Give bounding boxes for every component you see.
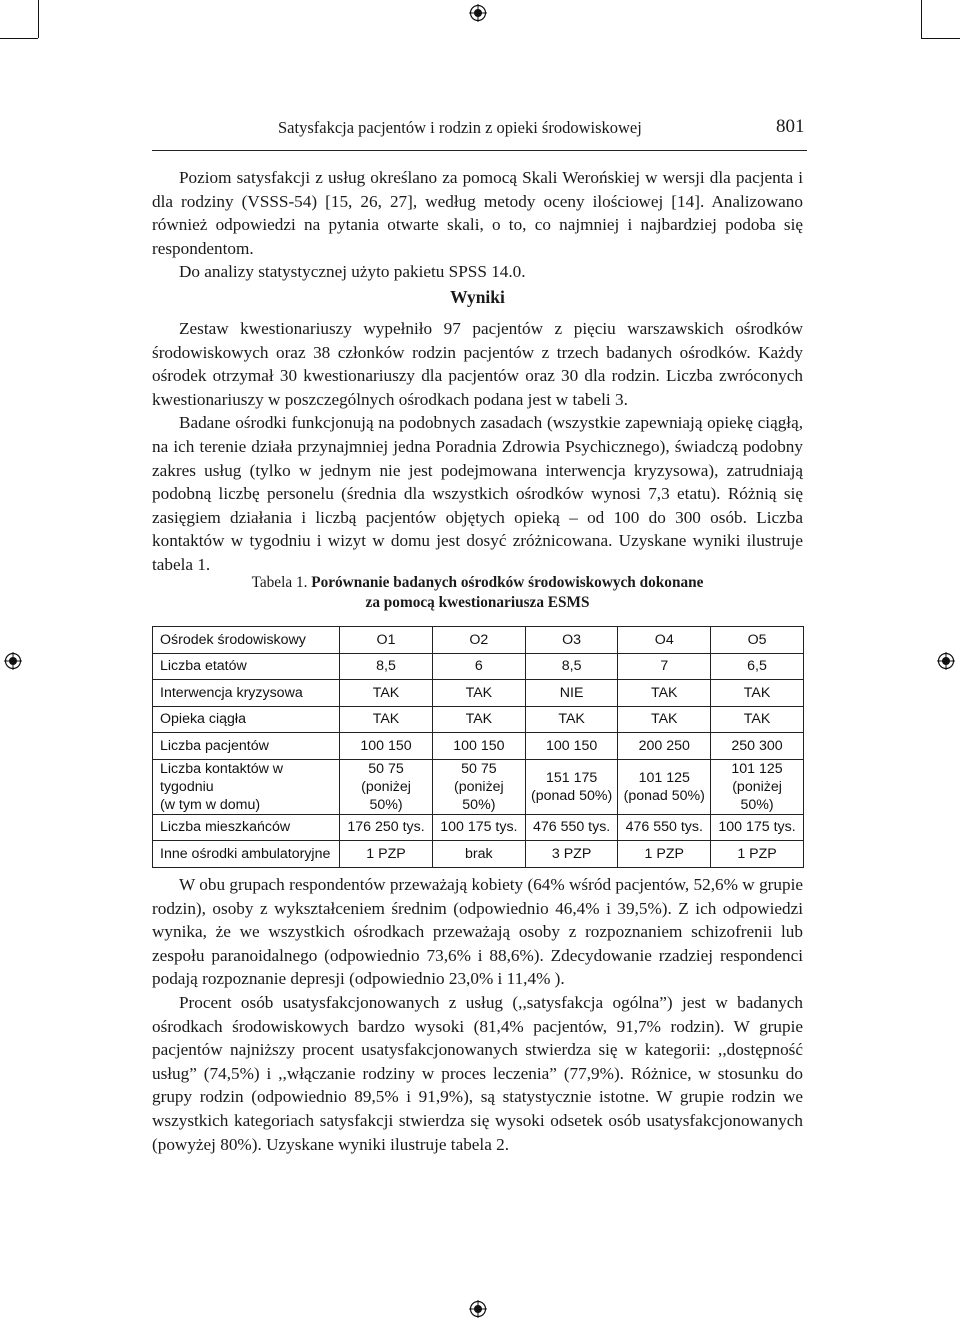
table-cell: 200 250 bbox=[618, 733, 711, 760]
table-cell: brak bbox=[432, 841, 525, 868]
table-cell: 3 PZP bbox=[525, 841, 618, 868]
table-cell: 6 bbox=[432, 653, 525, 680]
cell-line: 50 75 bbox=[461, 760, 497, 777]
intro-paragraph: Do analizy statystycznej użyto pakietu SPSS 14.0. bbox=[179, 262, 526, 282]
table-row bbox=[153, 841, 804, 868]
table-cell: O3 bbox=[525, 627, 618, 654]
table-row bbox=[153, 733, 804, 760]
results-paragraph: Badane ośrodki funkcjonują na podobnych zasadach (wszystkie zapewniają opiekę ciągłą, na ich terenie działa przynajmniej jedna Poradnia Zdrowia Psychicznego), świadczą podobny zakres usług (tylko w jednym nie jest podejmowana interwencja kryzysowa), zatrudniają podobną liczbę personelu (średnia dla wszystkich ośrodków wynosi 7,3 etatu). Różnią się zasięgiem działania i liczbą pacjentów objętych opieką – od 100 do 300 osób. Liczba kontaktów w tygodniu i wizyt w domu jest dosyć zróżnicowana. Uzyskane wyniki ilustruje tabela 1. bbox=[152, 413, 803, 574]
table-cell: 100 175 tys. bbox=[711, 814, 804, 841]
row-label: Ośrodek środowiskowy bbox=[153, 627, 340, 654]
body-paragraph: Procent osób usatysfakcjonowanych z usług (,,satysfakcja ogólna”) jest w badanych ośrodkach środowiskowych bardzo wysoki (81,4% pacjentów, 91,7% rodzin). W grupie pacjentów najniższy procent usatysfakcjonowanych stwierdza się w kategorii: ,,dostępność usług” (74,5%) i ,,włączanie rodziny w proces leczenia” (77,9%). Różnice, w stosunku do grupy rodzin (odpowiednio 89,5% i 91,9%), są statystycznie istotne. W grupie rodzin we wszystkich kategoriach satysfakcji stwierdza się wysoki odsetek osób usatysfakcjonowanych (powyżej 80%). Uzyskane wyniki ilustruje tabela 2. bbox=[152, 992, 803, 1154]
table-cell: O4 bbox=[618, 627, 711, 654]
table-cell: TAK bbox=[525, 706, 618, 733]
table-cell: O5 bbox=[711, 627, 804, 654]
table-row bbox=[153, 759, 804, 814]
table-cell: TAK bbox=[432, 680, 525, 707]
header-divider bbox=[152, 150, 807, 151]
table-caption-prefix: Tabela 1. bbox=[251, 574, 308, 591]
cell-line: (ponad 50%) bbox=[530, 787, 613, 804]
table-cell bbox=[525, 759, 618, 814]
table-cell: 8,5 bbox=[525, 653, 618, 680]
discussion-section bbox=[152, 873, 803, 1156]
table-caption-title: za pomocą kwestionariusza ESMS bbox=[365, 594, 590, 611]
cell-line: 101 125 bbox=[731, 760, 783, 777]
table-cell: 1 PZP bbox=[340, 841, 433, 868]
table-row bbox=[153, 653, 804, 680]
table-cell: 1 PZP bbox=[711, 841, 804, 868]
table-cell bbox=[618, 759, 711, 814]
table-cell: TAK bbox=[618, 706, 711, 733]
crop-mark-top-left bbox=[38, 0, 39, 38]
cell-line: 50 75 bbox=[368, 760, 404, 777]
table-cell: 6,5 bbox=[711, 653, 804, 680]
cell-line: (poniżej 50%) bbox=[361, 778, 411, 813]
table-caption-title: Porównanie badanych ośrodków środowiskowych dokonane bbox=[311, 574, 704, 591]
table-row bbox=[153, 814, 804, 841]
table-cell: 476 550 tys. bbox=[618, 814, 711, 841]
cell-line: 101 125 bbox=[638, 769, 690, 786]
row-label-line: Liczba kontaktów w tygodniu bbox=[160, 760, 284, 795]
table-row bbox=[153, 680, 804, 707]
table-cell: TAK bbox=[711, 706, 804, 733]
row-label: Liczba mieszkańców bbox=[153, 814, 340, 841]
crop-mark-top-left-h bbox=[0, 38, 38, 39]
registration-mark-icon bbox=[469, 1300, 487, 1318]
table-cell: TAK bbox=[340, 706, 433, 733]
results-paragraph: Zestaw kwestionariuszy wypełniło 97 pacjentów z pięciu warszawskich ośrodków środowiskowych oraz 38 członków rodzin pacjentów z trzech badanych ośrodków. Każdy ośrodek otrzymał 30 kwestionariuszy dla pacjentów oraz 30 dla rodzin. Liczba zwróconych kwestionariuszy w poszczególnych ośrodkach podana jest w tabeli 3. bbox=[152, 319, 803, 409]
cell-line: (poniżej 50%) bbox=[454, 778, 504, 813]
table-cell: 100 175 tys. bbox=[432, 814, 525, 841]
table-cell: 7 bbox=[618, 653, 711, 680]
table-cell: 100 150 bbox=[340, 733, 433, 760]
table-cell: 1 PZP bbox=[618, 841, 711, 868]
table-cell: 100 150 bbox=[432, 733, 525, 760]
table-cell: TAK bbox=[711, 680, 804, 707]
registration-mark-icon bbox=[469, 4, 487, 22]
row-label-line: (w tym w domu) bbox=[160, 796, 261, 813]
table-cell: TAK bbox=[340, 680, 433, 707]
esms-table bbox=[152, 626, 804, 868]
crop-mark-top-right-h bbox=[921, 38, 960, 39]
intro-section bbox=[152, 166, 803, 284]
running-title: Satysfakcja pacjentów i rodzin z opieki środowiskowej bbox=[278, 118, 642, 137]
table-cell: TAK bbox=[618, 680, 711, 707]
row-label: Opieka ciągła bbox=[153, 706, 340, 733]
table-cell: O2 bbox=[432, 627, 525, 654]
table-cell: 8,5 bbox=[340, 653, 433, 680]
results-section bbox=[152, 317, 803, 577]
row-label: Liczba pacjentów bbox=[153, 733, 340, 760]
table-cell bbox=[432, 759, 525, 814]
row-label: Liczba etatów bbox=[153, 653, 340, 680]
intro-paragraph: Poziom satysfakcji z usług określano za pomocą Skali Werońskiej w wersji dla pacjenta i dla rodziny (VSSS-54) [15, 26, 27], według metody oceny ilościowej [14]. Analizowano również odpowiedzi na pytania otwarte skali, o to, co najmniej i najbardziej podoba się respondentom. bbox=[152, 168, 803, 258]
table-cell: TAK bbox=[432, 706, 525, 733]
table-cell: 176 250 tys. bbox=[340, 814, 433, 841]
table-row bbox=[153, 706, 804, 733]
registration-mark-icon bbox=[937, 652, 955, 670]
table-cell: NIE bbox=[525, 680, 618, 707]
table-cell bbox=[711, 759, 804, 814]
table-caption bbox=[152, 573, 803, 613]
cell-line: (ponad 50%) bbox=[623, 787, 705, 804]
body-paragraph: W obu grupach respondentów przeważają kobiety (64% wśród pacjentów, 52,6% w grupie rodzin), osoby z wykształceniem średnim (odpowiednio 46,4% i 39,5%). Z ich odpowiedzi wynika, że we wszystkich ośrodkach przeważają osoby z rozpoznaniem schizofrenii lub zespołu paranoidalnego (odpowiednio 73,6% i 88,6%). Zdecydowanie rzadziej respondenci podają rozpoznanie depresji (odpowiednio 23,0% i 11,4% ). bbox=[152, 875, 803, 989]
crop-mark-top-right bbox=[921, 0, 922, 38]
table-cell bbox=[340, 759, 433, 814]
table-cell: 476 550 tys. bbox=[525, 814, 618, 841]
registration-mark-icon bbox=[4, 652, 22, 670]
row-label: Interwencja kryzysowa bbox=[153, 680, 340, 707]
table-row bbox=[153, 627, 804, 654]
row-label bbox=[153, 759, 340, 814]
section-heading: Wyniki bbox=[450, 287, 505, 307]
cell-line: (poniżej 50%) bbox=[732, 778, 782, 813]
row-label: Inne ośrodki ambulatoryjne bbox=[153, 841, 340, 868]
table-cell: O1 bbox=[340, 627, 433, 654]
table-cell: 250 300 bbox=[711, 733, 804, 760]
cell-line: 151 175 bbox=[545, 769, 598, 786]
page-number: 801 bbox=[776, 116, 805, 137]
table-cell: 100 150 bbox=[525, 733, 618, 760]
